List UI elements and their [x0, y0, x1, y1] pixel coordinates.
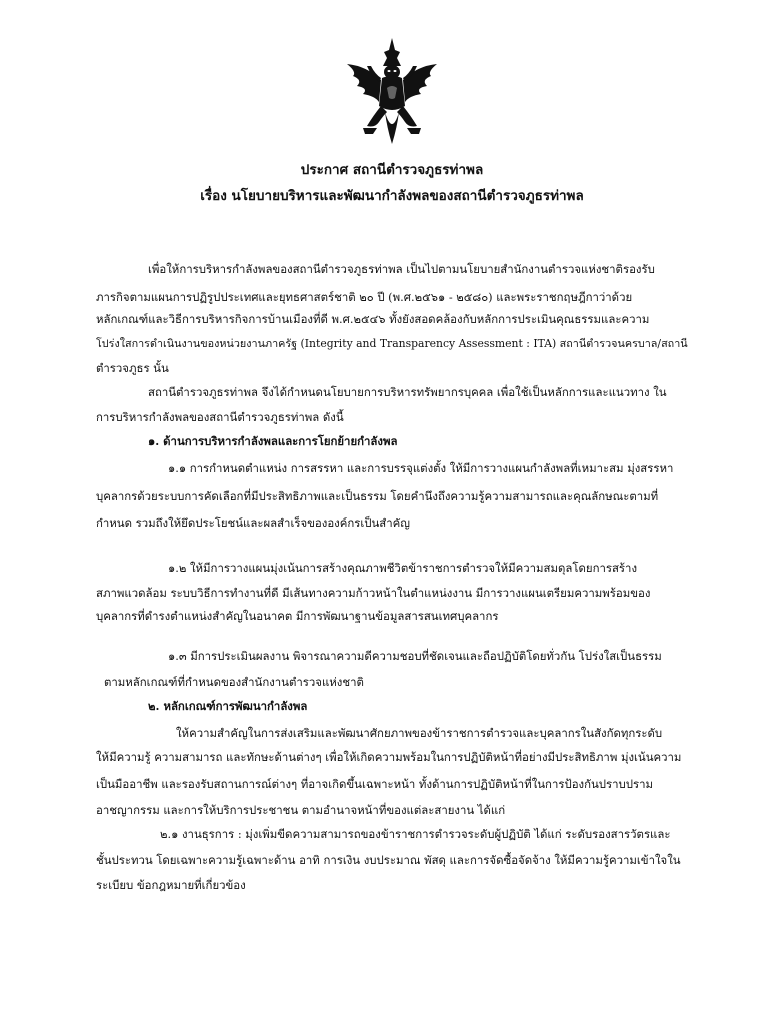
subsection-line: บุคลากรที่ดำรงตำแหน่งสำคัญในอนาคต มีการพัฒนาฐานข้อมูลสารสนเทศบุคลากร	[96, 609, 499, 623]
subsection-line: กำหนด รวมถึงให้ยึดประโยชน์และผลสำเร็จขององค์กรเป็นสำคัญ	[96, 516, 410, 530]
paragraph-line: เพื่อให้การบริหารกำลังพลของสถานีตำรวจภูธรท่าพล เป็นไปตามนโยบายสำนักงานตำรวจแห่งชาติรองรับ	[148, 262, 655, 276]
announcement-subject: เรื่อง นโยบายบริหารและพัฒนากำลังพลของสถานีตำรวจภูธรท่าพล	[200, 188, 584, 204]
subsection-line: ตามหลักเกณฑ์ที่กำหนดของสำนักงานตำรวจแห่งชาติ	[104, 675, 364, 689]
garuda-emblem	[337, 36, 447, 148]
paragraph-line: สถานีตำรวจภูธรท่าพล จึงได้กำหนดนโยบายการบริหารทรัพยากรบุคคล เพื่อใช้เป็นหลักการและแนวทาง ใน	[148, 385, 667, 399]
paragraph-line: ตำรวจภูธร นั้น	[96, 361, 169, 375]
subsection-line: ๑.๑ การกำหนดตำแหน่ง การสรรหา และการบรรจุแต่งตั้ง ให้มีการวางแผนกำลังพลที่เหมาะสม มุ่งสรรหา	[168, 461, 674, 475]
paragraph-line: ให้ความสำคัญในการส่งเสริมและพัฒนาศักยภาพของข้าราชการตำรวจและบุคลากรในสังกัดทุกระดับ	[176, 726, 663, 740]
subsection-line: ระเบียบ ข้อกฎหมายที่เกี่ยวข้อง	[96, 878, 246, 892]
section-heading-2: ๒. หลักเกณฑ์การพัฒนากำลังพล	[148, 699, 308, 713]
subsection-line: บุคลากรด้วยระบบการคัดเลือกที่มีประสิทธิภาพและเป็นธรรม โดยคำนึงถึงความรู้ความสามารถและคุณลักษณะตามที่	[96, 489, 659, 503]
paragraph-line: อาชญากรรม และการให้บริการประชาชน ตามอำนาจหน้าที่ของแต่ละสายงาน ได้แก่	[96, 803, 506, 817]
paragraph-line: การบริหารกำลังพลของสถานีตำรวจภูธรท่าพล ดังนี้	[96, 410, 344, 424]
paragraph-line: ให้มีความรู้ ความสามารถ และทักษะด้านต่างๆ เพื่อให้เกิดความพร้อมในการปฏิบัติหน้าที่อย่างมีประสิทธิภาพ มุ่งเน้นความ	[96, 750, 682, 764]
paragraph-line: เป็นมืออาชีพ และรองรับสถานการณ์ต่างๆ ที่อาจเกิดขึ้นเฉพาะหน้า ทั้งด้านการปฏิบัติหน้าที่ในการป้องกันปราบปราม	[96, 777, 654, 791]
subsection-line: สภาพแวดล้อม ระบบวิธีการทำงานที่ดี มีเส้นทางความก้าวหน้าในตำแหน่งงาน มีการวางแผนเตรียมความพร้อมของ	[96, 586, 651, 600]
paragraph-line: ภารกิจตามแผนการปฏิรูปประเทศและยุทธศาสตร์ชาติ ๒๐ ปี (พ.ศ.๒๕๖๑ - ๒๕๘๐) และพระราชกฤษฎีกาว่าด้วย	[96, 290, 633, 304]
announcement-title: ประกาศ สถานีตำรวจภูธรท่าพล	[300, 162, 484, 178]
subsection-line: ๑.๓ มีการประเมินผลงาน พิจารณาความดีความชอบที่ชัดเจนและถือปฏิบัติโดยทั่วกัน โปร่งใสเป็นธรรม	[168, 649, 662, 663]
section-heading-1: ๑. ด้านการบริหารกำลังพลและการโยกย้ายกำลังพล	[148, 434, 398, 448]
paragraph-line: หลักเกณฑ์และวิธีการบริหารกิจการบ้านเมืองที่ดี พ.ศ.๒๕๔๖ ทั้งยังสอดคล้องกับหลักการประเมินคุณธรรมและความ	[96, 312, 650, 326]
subsection-line: ๑.๒ ให้มีการวางแผนมุ่งเน้นการสร้างคุณภาพชีวิตข้าราชการตำรวจให้มีความสมดุลโดยการสร้าง	[168, 561, 638, 575]
subsection-line: ชั้นประทวน โดยเฉพาะความรู้เฉพาะด้าน อาทิ การเงิน งบประมาณ พัสดุ และการจัดซื้อจัดจ้าง ให้มีความรู้ความเข้าใจใน	[96, 853, 681, 867]
paragraph-line: โปร่งใสการดำเนินงานของหน่วยงานภาครัฐ (Integrity and Transparency Assessment : ITA) สถานีตำรวจนครบาล/สถานี	[96, 337, 688, 350]
subsection-line: ๒.๑ งานธุรการ : มุ่งเพิ่มขีดความสามารถของข้าราชการตำรวจระดับผู้ปฏิบัติ ได้แก่ ระดับรองสารวัตรและ	[160, 827, 671, 841]
